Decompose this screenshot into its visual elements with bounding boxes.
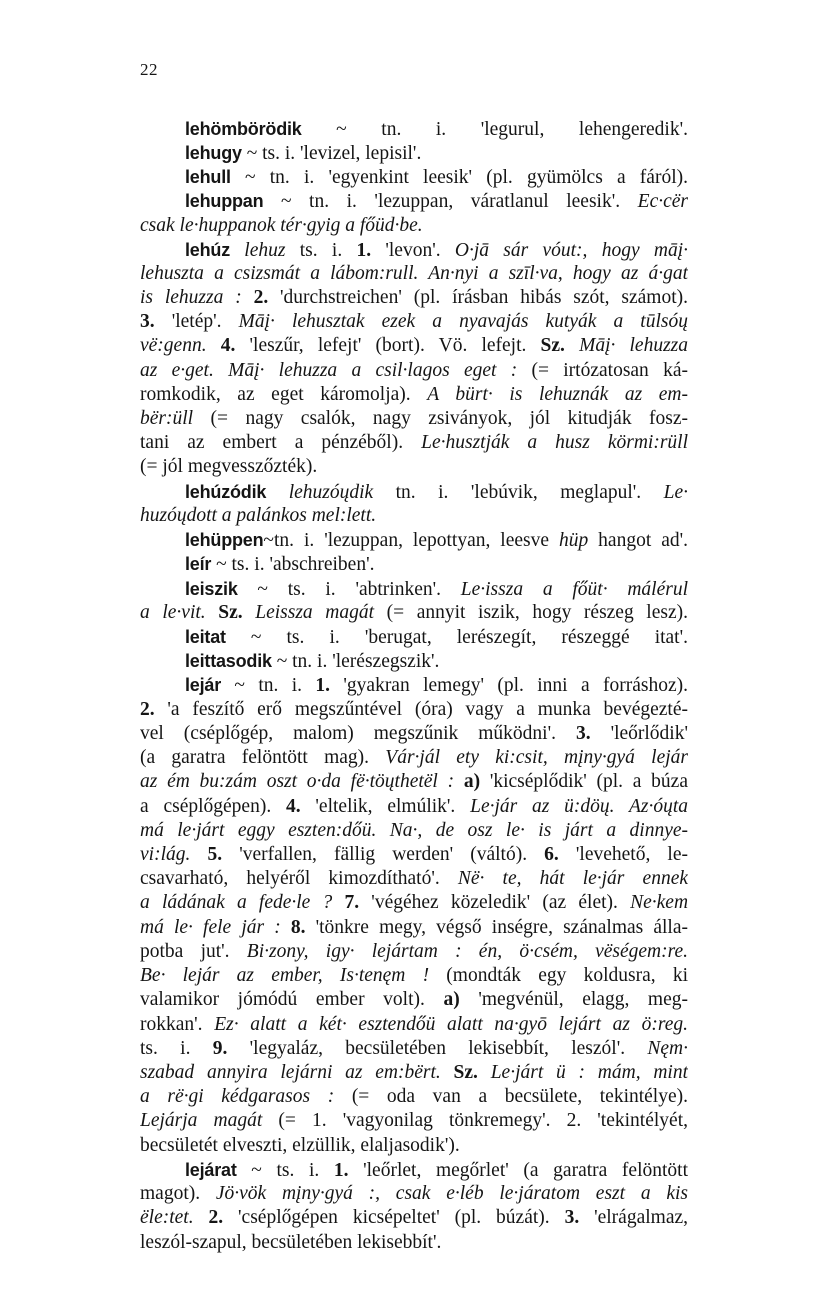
dialect-example: az ém bu:zám oszt o·da fë·töųthetël : [140,771,455,792]
sense-number: 3. [564,1207,580,1228]
definition-text: (= jól megvesszőzték). [140,456,318,477]
definition-text: (= 1. 'vagyonilag tönkremegy'. 2. 'tekintélyét, [262,1110,688,1131]
definition-text [243,602,256,623]
headword: lehuppan [185,191,264,211]
definition-text: 'tönkre megy, végső inségre, szánalmas álla- [305,917,688,938]
text-line [140,843,688,867]
sense-number: 5. [207,844,223,865]
page-number: 22 [140,60,158,79]
definition-text: potba jut'. [140,941,247,962]
sense-number: Sz. [453,1062,478,1083]
dialect-example: vi:lág. [140,844,191,865]
definition-text [190,844,207,865]
headword: lehüppen [185,530,264,550]
dialect-example: Be· lejár az ember, Is·tenęm ! [140,965,430,986]
text-line [140,310,688,334]
definition-text: romkodik, az eget káromolja). [140,384,428,405]
definition-text: a cséplőgépen). [140,796,286,817]
definition-text: ~ tn. i. [221,675,316,696]
definition-text: ~ ts. i. 'abschreiben'. [211,554,375,575]
entry-line [185,238,688,262]
definition-text: 'megvénül, elagg, meg- [459,989,688,1010]
text-line [140,1013,688,1037]
sense-number: 6. [544,844,559,865]
definition-text [441,1062,454,1083]
dialect-example: A bürt· is lehuznák az em- [427,384,688,405]
definition-text: ~ tn. i. 'legurul, lehengeredik'. [301,119,688,140]
definition-text [332,892,344,913]
text-line [140,964,688,988]
text-line [140,214,688,238]
entry-line [185,577,688,601]
definition-text: (= annyit iszik, hogy részeg lesz). [374,602,688,623]
definition-text: ~ ts. i. [236,1160,334,1181]
dialect-example: má le· fele jár : [140,917,281,938]
entry-line [185,625,688,649]
dialect-example: Le·járt ü : mám, mint [490,1062,688,1083]
definition-text: ~ tn. i. 'egyenkint leesik' (pl. gyümölcs a fáról). [230,167,688,188]
text-line [140,1109,688,1133]
headword: lejárat [185,1160,237,1180]
dialect-example: Le·jár az ü:döų. Az·óųta [470,796,688,817]
dialect-example: a ládának a fede·le ? [140,892,333,913]
dialect-example: Vár·jál ety ki:csit, mįny·gyá lejár [385,747,688,768]
definition-text [194,1207,209,1228]
text-line [140,819,688,843]
sense-number: 1. [356,240,372,261]
sense-number: a) [443,989,460,1010]
definition-text: valamikor jómódú ember volt). [140,989,444,1010]
definition-text: 'levon'. [371,240,455,261]
definition-text: tn. i. 'lebúvik, meglapul'. [373,482,664,503]
dialect-example: Le· [663,482,688,503]
dialect-example: szabad annyira lejárni az em:bërt. [140,1062,441,1083]
dialect-example: Ne·kem [630,892,688,913]
headword: lehúzódik [185,482,267,502]
definition-text: ts. i. [140,1038,213,1059]
sense-number: 8. [290,917,306,938]
text-line [140,601,688,625]
text-line [140,722,688,746]
sense-number: 2. [140,699,155,720]
dialect-example: vë:genn. [140,335,207,356]
text-line [140,1085,688,1109]
sense-number: Sz. [540,335,565,356]
definition-text: (= nagy csalók, nagy zsiványok, jól kitudják fosz- [193,408,688,429]
dialect-example: csak le·huppanok tér·gyig a főüd·be. [140,215,423,236]
dialect-example: Nęm· [647,1038,688,1059]
definition-text: 'elrágalmaz, [579,1207,688,1228]
headword: lehúz [185,240,231,260]
definition-text [565,335,579,356]
dialect-example: lehuz [244,240,286,261]
text-line [140,262,688,286]
definition-text: (= irtózatosan ká- [517,360,688,381]
text-line [140,1134,688,1158]
dialect-example: lehuzóųdik [288,482,374,503]
text-line [140,334,688,358]
text-line [140,1061,688,1085]
definition-text [207,335,221,356]
definition-text: 'cséplőgépen kicsépeltet' (pl. búzát). [223,1207,565,1228]
dialect-example: a rë·gi kédgarasos : [140,1086,335,1107]
dialect-example: bër:üll [140,408,194,429]
dialect-example: má le·járt eggy eszten:dőü. Na·, de osz le· is járt a dinnye- [140,820,688,841]
dialect-example: is lehuzza : [140,287,242,308]
definition-text: becsületét elveszti, elzüllik, elaljasodik'). [140,1135,460,1156]
entry-line [185,165,688,189]
sense-number: a) [463,771,481,792]
sense-number: 7. [344,892,360,913]
entry-line [185,528,688,552]
sense-number: 9. [212,1038,228,1059]
entry-line [185,141,688,165]
definition-text: 'végéhez közeledik' (az élet). [359,892,631,913]
headword: lehugy [185,143,242,163]
text-line [140,916,688,940]
definition-text [266,482,288,503]
definition-text: leszól-szapul, becsületében lekisebbít'. [140,1232,442,1253]
text-line [140,286,688,310]
definition-text: (a garatra felöntött mag). [140,747,386,768]
dialect-example: Bi·zony, igy· lejártam : én, ö·csém, vëségem:re. [246,941,688,962]
dialect-example: Māį· lehuzza [579,335,688,356]
text-line [140,698,688,722]
definition-text: 'levehető, le- [558,844,688,865]
sense-number: 2. [208,1207,224,1228]
entry-line [185,1158,688,1182]
text-line [140,407,688,431]
dialect-example: az e·get. Māį· lehuzza a csil·lagos eget : [140,360,518,381]
definition-text: tani az embert a pénzéből). [140,432,422,453]
definition-text: magot). [140,1183,216,1204]
headword: leiszik [185,579,238,599]
definition-text: vel (cséplőgép, malom) megszűnik működni'. [140,723,576,744]
definition-text: (= oda van a becsülete, tekintélye). [334,1086,688,1107]
dialect-example: a le·vit. [140,602,206,623]
text-line [140,455,688,479]
dialect-example: Në· te, hát le·jár ennek [457,868,688,889]
dialect-example: Le·issza a főüt· málérul [460,579,688,600]
dialect-example: Leissza magát [255,602,375,623]
text-line [140,1037,688,1061]
definition-text: ~ ts. i. 'abtrinken'. [237,579,461,600]
dialect-example: huzóųdott a palánkos mel:lett. [140,505,377,526]
entry-line [185,480,688,504]
text-line [140,867,688,891]
dialect-example: lehuszta a csizsmát a lábom:rull. An·nyi a szīl·va, hogy az á·gat [140,263,688,284]
definition-text: ts. i. [285,240,357,261]
definition-text [281,917,291,938]
headword: lehömbörödik [185,119,302,139]
definition-text: 'durchstreichen' (pl. írásban hibás szót, számot). [268,287,688,308]
definition-text: 'leőrlet, megőrlet' (a garatra felöntött [348,1160,688,1181]
sense-number: 4. [286,796,301,817]
sense-number: 3. [140,311,155,332]
headword: leittasodik [185,651,272,671]
definition-text: ~ ts. i. 'levizel, lepisil'. [241,143,422,164]
text-line [140,891,688,915]
definition-text: 'a feszítő erő megszűntével (óra) vagy a munka bevégezté- [154,699,688,720]
entry-line [185,649,688,673]
definition-text: 'kicséplődik' (pl. a búza [480,771,688,792]
text-line [140,359,688,383]
text-line [140,770,688,794]
definition-text [206,602,219,623]
sense-number: 4. [220,335,236,356]
definition-text: 'letép'. [154,311,239,332]
definition-text: 'leszűr, lefejt' (bort). Vö. lefejt. [235,335,541,356]
sense-number: 1. [333,1160,349,1181]
definition-text: (mondták egy koldusra, ki [429,965,688,986]
dialect-example: Ez· alatt a két· esztendőü alatt na·gyō lejárt az ö:reg. [214,1014,688,1035]
entry-line [185,552,688,576]
entry-line [185,673,688,697]
entry-line [185,189,688,213]
definition-text: ~ tn. i. 'lezuppan, váratlanul leesik'. [263,191,638,212]
definition-text: ~tn. i. 'lezuppan, lepottyan, leesve [263,530,559,551]
definition-text: csavarható, helyéről kimozdítható'. [140,868,458,889]
dialect-example: O·jā sár vóut:, hogy māį· [454,240,688,261]
sense-number: Sz. [218,602,243,623]
definition-text: ~ tn. i. 'lerészegszik'. [271,651,440,672]
text-line [140,795,688,819]
dialect-example: Le·husztják a husz körmi:rüll [421,432,688,453]
definition-text: 'legyaláz, becsületében lekisebbít, leszól'. [227,1038,648,1059]
definition-text [454,771,464,792]
dialect-example: hüp [558,530,589,551]
sense-number: 2. [253,287,269,308]
text-line [140,504,688,528]
definition-text: 'gyakran lemegy' (pl. inni a forráshoz). [330,675,688,696]
definition-text [230,240,244,261]
dialect-example: Lejárja magát [140,1110,263,1131]
definition-text [242,287,254,308]
text-line [140,940,688,964]
dialect-example: Jö·vök mįny·gyá :, csak e·léb le·járatom eszt a kis [215,1183,688,1204]
headword: leír [185,554,212,574]
dialect-example: ële:tet. [140,1207,194,1228]
headword: lehull [185,167,231,187]
definition-text [478,1062,491,1083]
definition-text: 'eltelik, elmúlik'. [300,796,471,817]
headword: leitat [185,627,226,647]
text-line [140,1182,688,1206]
text-line [140,383,688,407]
entry-line [185,117,688,141]
definition-text: rokkan'. [140,1014,215,1035]
sense-number: 3. [575,723,591,744]
definition-text: 'verfallen, fällig werden' (váltó). [222,844,545,865]
dialect-example: Māį· lehusztak ezek a nyavajás kutyák a tūlsóų [238,311,688,332]
definition-text: hangot ad'. [588,530,688,551]
text-line [140,1206,688,1230]
headword: lejár [185,675,222,695]
sense-number: 1. [315,675,331,696]
definition-text: ~ ts. i. 'berugat, lerészegít, részeggé itat'. [225,627,688,648]
definition-text: 'leőrlődik' [590,723,688,744]
text-line [140,1231,688,1255]
text-line [140,431,688,455]
dialect-example: Ec·cër [637,191,688,212]
text-line [140,746,688,770]
text-line [140,988,688,1012]
